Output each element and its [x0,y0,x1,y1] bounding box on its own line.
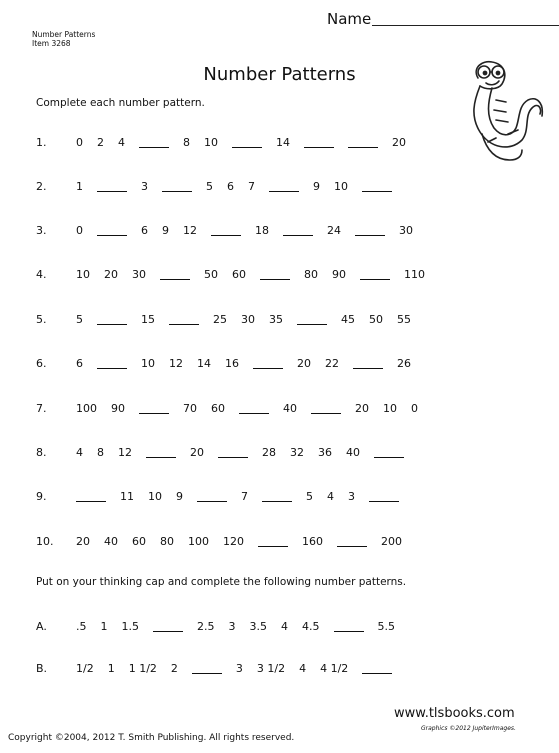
pattern-number: 15 [141,313,155,326]
problem-number: 5. [36,313,47,326]
pattern-number: 4.5 [302,620,320,633]
pattern-number: 4 [327,490,334,503]
answer-blank[interactable] [253,368,283,369]
pattern-number: 10 [76,268,90,281]
pattern-number: 4 [118,136,125,149]
pattern-number: 5 [76,313,83,326]
pattern-number: 100 [76,402,97,415]
problem-row [0,136,559,152]
answer-blank[interactable] [337,546,367,547]
pattern-number: 4 [76,446,83,459]
answer-blank[interactable] [146,457,176,458]
pattern-number: 3 [348,490,355,503]
pattern-number: 3 [228,620,236,633]
pattern-number: 110 [404,268,425,281]
answer-blank[interactable] [369,501,399,502]
pattern-number: 1 [100,620,108,633]
answer-blank[interactable] [348,147,378,148]
page-title: Number Patterns [203,64,356,85]
pattern-number: 60 [232,268,246,281]
answer-blank[interactable] [297,324,327,325]
pattern-number: 30 [399,224,413,237]
pattern-number: 4 [281,620,288,633]
pattern-number: 10 [334,180,348,193]
item-code: Item 3268 [32,39,71,48]
pattern-number: 4 [299,662,307,675]
pattern-number: 18 [255,224,269,237]
pattern-number: 2 [97,136,104,149]
answer-blank[interactable] [97,368,127,369]
problem-row [0,620,559,636]
answer-blank[interactable] [353,368,383,369]
pattern-number: 12 [169,357,183,370]
pattern-number: 10 [383,402,397,415]
pattern-number: 20 [392,136,406,149]
answer-blank[interactable] [192,673,222,674]
pattern-number: 14 [276,136,290,149]
pattern-number: 20 [355,402,369,415]
name-blank-line[interactable] [372,25,559,26]
pattern-number: 70 [183,402,197,415]
pattern-number: 1/2 [76,662,94,675]
pattern-number: 5.5 [377,620,395,633]
pattern-number: 16 [225,357,239,370]
pattern-number: 8 [97,446,104,459]
pattern-number: 80 [304,268,318,281]
bonus-instructions: Put on your thinking cap and complete the following number patterns. [36,576,407,588]
answer-blank[interactable] [269,191,299,192]
pattern-number: 0 [76,136,83,149]
pattern-number: 40 [346,446,360,459]
pattern-number: 6 [227,180,234,193]
pattern-number: 7 [248,180,255,193]
problem-row [0,490,559,506]
answer-blank[interactable] [334,631,364,632]
pattern-number: 20 [190,446,204,459]
pattern-number: 4 1/2 [320,662,349,675]
answer-blank[interactable] [304,147,334,148]
problem-row [0,268,559,284]
problem-number: 10. [36,535,54,548]
pattern-number: 7 [241,490,248,503]
answer-blank[interactable] [283,235,313,236]
problem-row [0,357,559,373]
name-label: Name [327,10,372,28]
pattern-number: 50 [369,313,383,326]
answer-blank[interactable] [211,235,241,236]
pattern-number: 50 [204,268,218,281]
pattern-number: 12 [183,224,197,237]
pattern-number: 9 [313,180,320,193]
pattern-number: 20 [297,357,311,370]
answer-blank[interactable] [239,413,269,414]
pattern-number: 1 1/2 [128,662,157,675]
pattern-number: 120 [223,535,244,548]
problem-row [0,535,559,551]
instructions: Complete each number pattern. [36,97,205,109]
pattern-number: 35 [269,313,283,326]
answer-blank[interactable] [97,324,127,325]
pattern-number: 10 [141,357,155,370]
problem-row [0,402,559,418]
pattern-number: 1 [107,662,115,675]
problem-number: 1. [36,136,47,149]
pattern-number: 0 [76,224,83,237]
pattern-number: 2 [170,662,178,675]
answer-blank[interactable] [169,324,199,325]
problem-row [0,180,559,196]
pattern-number: 30 [241,313,255,326]
answer-blank[interactable] [97,191,127,192]
graphics-credit: Graphics ©2012 JupiterImages. [421,725,516,732]
pattern-number: 5 [206,180,213,193]
problem-number: 8. [36,446,47,459]
problem-number: 3. [36,224,47,237]
pattern-number: 9 [176,490,183,503]
pattern-number: 90 [111,402,125,415]
pattern-number: 10 [204,136,218,149]
pattern-number: 60 [132,535,146,548]
meta-title: Number Patterns [32,30,96,39]
pattern-number: 10 [148,490,162,503]
problem-row [0,313,559,329]
answer-blank[interactable] [232,147,262,148]
pattern-number: 20 [104,268,118,281]
pattern-number: 5 [306,490,313,503]
website-url[interactable]: www.tlsbooks.com [394,706,515,721]
answer-blank[interactable] [160,279,190,280]
answer-blank[interactable] [197,501,227,502]
pattern-number: 3 [141,180,148,193]
pattern-number: 3 1/2 [256,662,286,675]
answer-blank[interactable] [362,191,392,192]
answer-blank[interactable] [311,413,341,414]
pattern-number: 25 [213,313,227,326]
pattern-number: 14 [197,357,211,370]
pattern-number: 1 [76,180,83,193]
pattern-number: 6 [141,224,148,237]
answer-blank[interactable] [97,235,127,236]
answer-blank[interactable] [362,673,392,674]
problem-row [0,224,559,240]
pattern-number: .5 [76,620,87,633]
pattern-number: 55 [397,313,411,326]
problem-number: 9. [36,490,47,503]
pattern-number: 20 [76,535,90,548]
pattern-number: 45 [341,313,355,326]
problem-number: B. [36,662,48,675]
pattern-number: 1.5 [121,620,139,633]
pattern-number: 60 [211,402,225,415]
pattern-number: 11 [120,490,134,503]
pattern-number: 30 [132,268,146,281]
pattern-number: 28 [262,446,276,459]
pattern-number: 40 [104,535,118,548]
pattern-number: 80 [160,535,174,548]
problem-number: 2. [36,180,47,193]
answer-blank[interactable] [260,279,290,280]
pattern-number: 200 [381,535,402,548]
answer-blank[interactable] [374,457,404,458]
answer-blank[interactable] [162,191,192,192]
pattern-number: 36 [318,446,332,459]
pattern-number: 3.5 [249,620,267,633]
answer-blank[interactable] [258,546,288,547]
pattern-number: 0 [411,402,418,415]
pattern-number: 22 [325,357,339,370]
pattern-number: 24 [327,224,341,237]
pattern-number: 3 [235,662,243,675]
problem-number: 7. [36,402,47,415]
pattern-number: 6 [76,357,83,370]
pattern-number: 12 [118,446,132,459]
pattern-number: 9 [162,224,169,237]
answer-blank[interactable] [139,147,169,148]
copyright-notice: Copyright ©2004, 2012 T. Smith Publishing. All rights reserved. [8,733,295,743]
pattern-number: 26 [397,357,411,370]
problem-number: 6. [36,357,47,370]
pattern-number: 160 [302,535,323,548]
answer-blank[interactable] [139,413,169,414]
problem-number: 4. [36,268,47,281]
pattern-number: 100 [188,535,209,548]
pattern-number: 90 [332,268,346,281]
problem-row [0,446,559,462]
answer-blank[interactable] [262,501,292,502]
pattern-number: 8 [183,136,190,149]
problem-row [0,662,559,678]
pattern-number: 40 [283,402,297,415]
pattern-number: 2.5 [197,620,215,633]
answer-blank[interactable] [153,631,183,632]
problem-number: A. [36,620,47,633]
answer-blank[interactable] [360,279,390,280]
answer-blank[interactable] [76,501,106,502]
answer-blank[interactable] [218,457,248,458]
pattern-number: 32 [290,446,304,459]
answer-blank[interactable] [355,235,385,236]
